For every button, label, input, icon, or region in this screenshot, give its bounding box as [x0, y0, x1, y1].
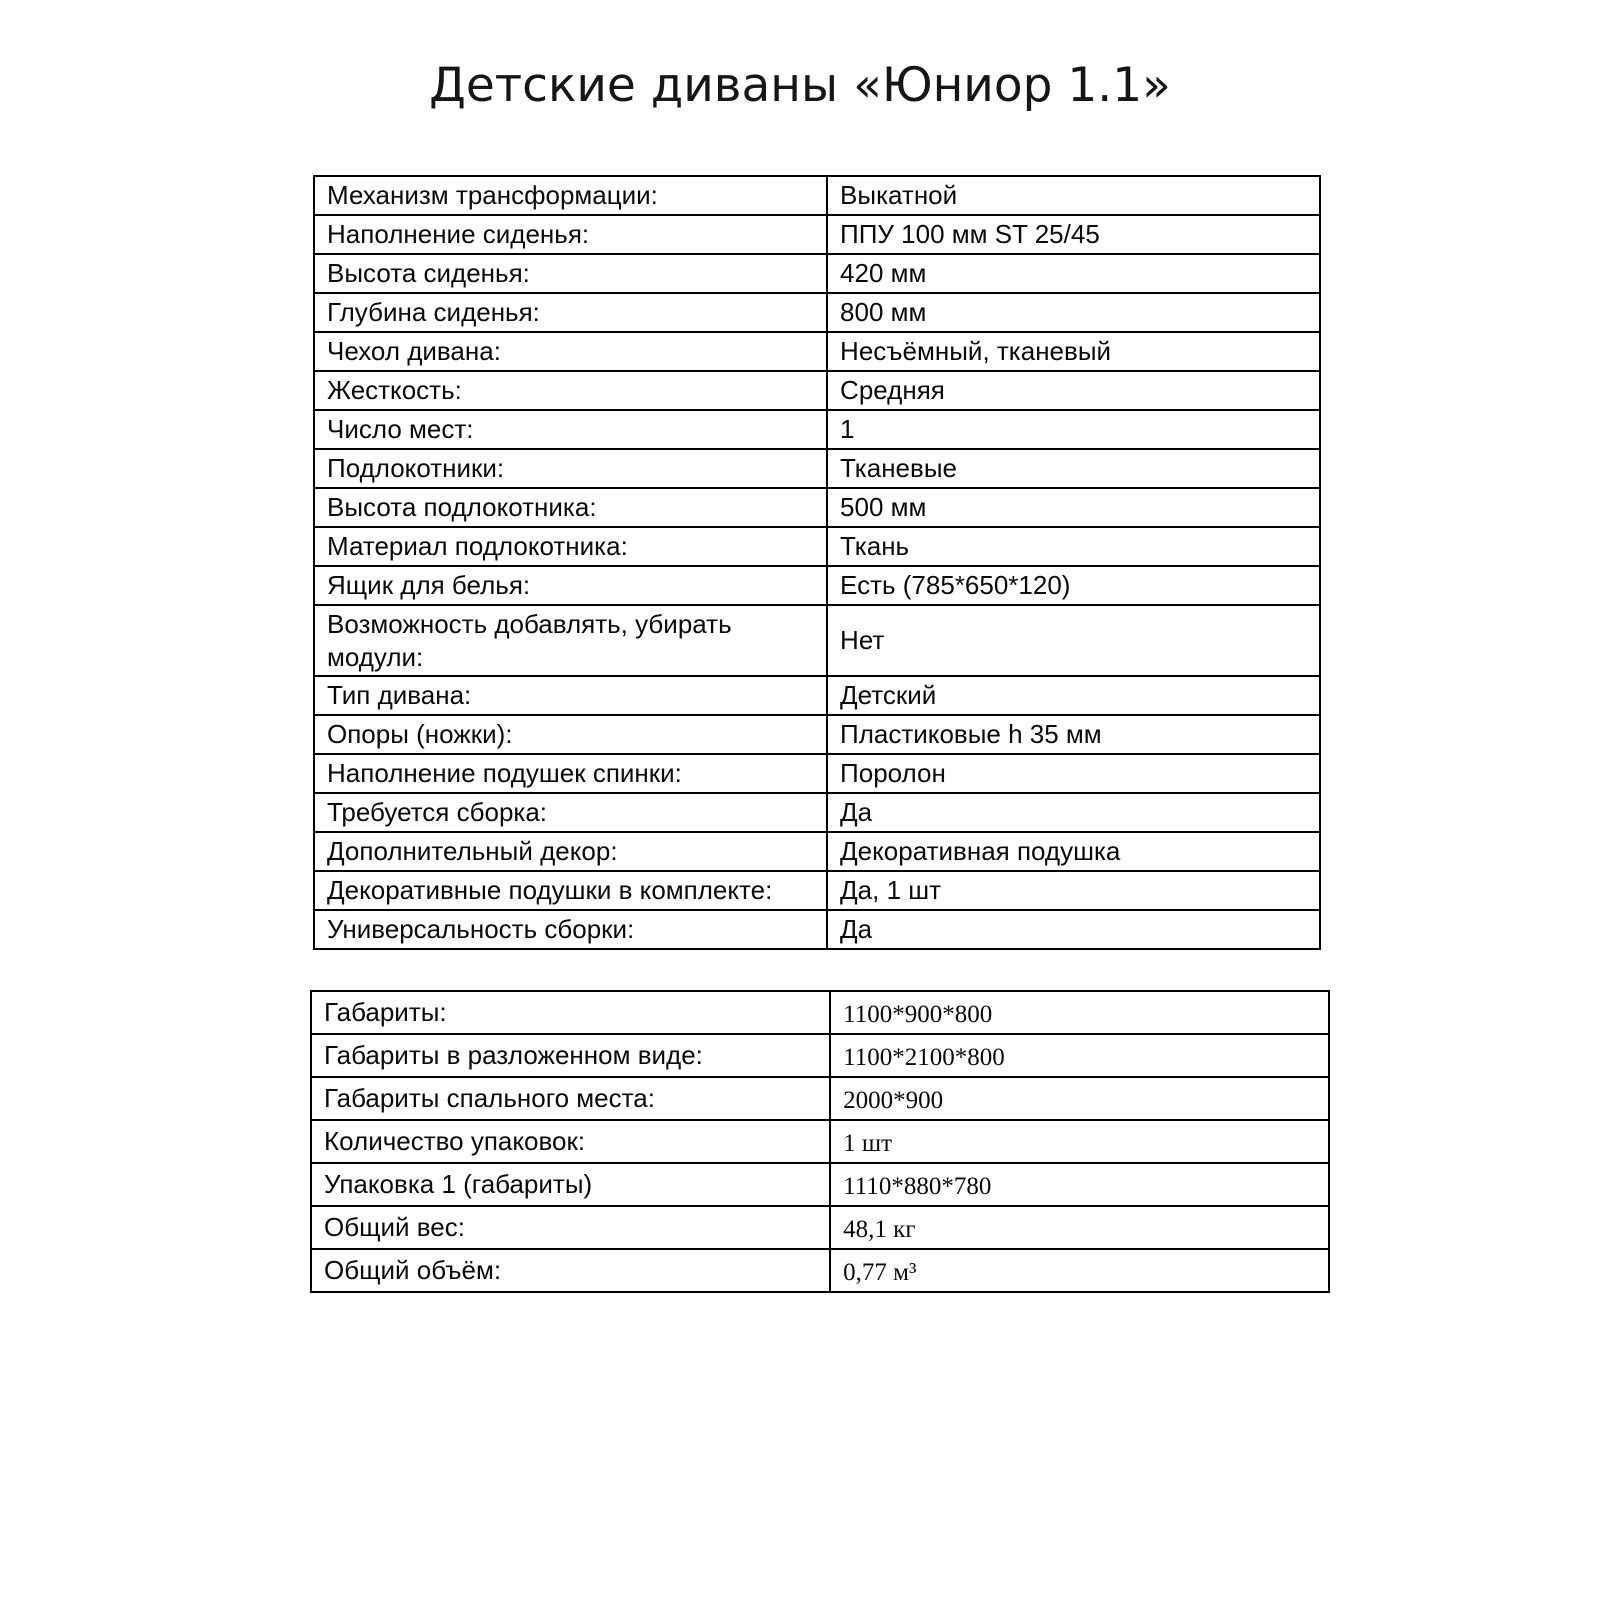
spec-value: 420 мм [827, 254, 1320, 293]
table-row [314, 676, 1320, 715]
spec-label: Габариты спального места: [311, 1077, 830, 1120]
table-row [314, 832, 1320, 871]
spec-label: Декоративные подушки в комплекте: [314, 871, 827, 910]
table-row [311, 1206, 1329, 1249]
spec-value: Выкатной [827, 176, 1320, 215]
spec-value: 2000*900 [830, 1077, 1329, 1120]
table-row [314, 293, 1320, 332]
spec-label: Глубина сиденья: [314, 293, 827, 332]
table-row [314, 332, 1320, 371]
spec-label: Опоры (ножки): [314, 715, 827, 754]
table-row [314, 527, 1320, 566]
spec-label: Количество упаковок: [311, 1120, 830, 1163]
spec-value: Ткань [827, 527, 1320, 566]
spec-label: Наполнение сиденья: [314, 215, 827, 254]
spec-value: 1 [827, 410, 1320, 449]
spec-label: Габариты: [311, 991, 830, 1034]
spec-label: Упаковка 1 (габариты) [311, 1163, 830, 1206]
table-row [314, 215, 1320, 254]
spec-value: Поролон [827, 754, 1320, 793]
spec-label: Универсальность сборки: [314, 910, 827, 949]
specs-table-body [314, 176, 1320, 949]
dimensions-table-body [311, 991, 1329, 1292]
spec-label: Высота сиденья: [314, 254, 827, 293]
spec-value: 1110*880*780 [830, 1163, 1329, 1206]
specs-table [313, 175, 1321, 950]
spec-value: 0,77 м³ [830, 1249, 1329, 1292]
table-row [314, 371, 1320, 410]
spec-value: Пластиковые h 35 мм [827, 715, 1320, 754]
spec-value: 500 мм [827, 488, 1320, 527]
spec-value: 48,1 кг [830, 1206, 1329, 1249]
table-row [314, 715, 1320, 754]
table-row [314, 793, 1320, 832]
spec-label: Подлокотники: [314, 449, 827, 488]
spec-value: 1100*900*800 [830, 991, 1329, 1034]
spec-label: Материал подлокотника: [314, 527, 827, 566]
spec-value: Да [827, 793, 1320, 832]
spec-value: Да, 1 шт [827, 871, 1320, 910]
spec-value: Есть (785*650*120) [827, 566, 1320, 605]
spec-label: Чехол дивана: [314, 332, 827, 371]
spec-value: ППУ 100 мм ST 25/45 [827, 215, 1320, 254]
spec-value: Нет [827, 605, 1320, 676]
spec-value: Средняя [827, 371, 1320, 410]
table-row [311, 1077, 1329, 1120]
spec-label: Механизм трансформации: [314, 176, 827, 215]
spec-value: 1 шт [830, 1120, 1329, 1163]
spec-label: Ящик для белья: [314, 566, 827, 605]
spec-label: Возможность добавлять, убирать модули: [314, 605, 827, 676]
table-row [311, 1163, 1329, 1206]
spec-label: Число мест: [314, 410, 827, 449]
spec-label: Габариты в разложенном виде: [311, 1034, 830, 1077]
table-row [314, 566, 1320, 605]
spec-value: Несъёмный, тканевый [827, 332, 1320, 371]
table-row [314, 176, 1320, 215]
table-row [314, 254, 1320, 293]
dimensions-table [310, 990, 1330, 1293]
table-row [314, 754, 1320, 793]
spec-value: 1100*2100*800 [830, 1034, 1329, 1077]
table-row [311, 1120, 1329, 1163]
table-row [314, 488, 1320, 527]
table-row [314, 871, 1320, 910]
spec-label: Требуется сборка: [314, 793, 827, 832]
page-title: Детские диваны «Юниор 1.1» [429, 58, 1171, 113]
spec-value: Детский [827, 676, 1320, 715]
table-row [311, 1249, 1329, 1292]
table-row [314, 910, 1320, 949]
spec-label: Высота подлокотника: [314, 488, 827, 527]
table-row [314, 410, 1320, 449]
spec-value: Да [827, 910, 1320, 949]
spec-label: Наполнение подушек спинки: [314, 754, 827, 793]
table-row [314, 449, 1320, 488]
spec-value: Декоративная подушка [827, 832, 1320, 871]
table-row [314, 605, 1320, 676]
spec-label: Тип дивана: [314, 676, 827, 715]
spec-label: Жесткость: [314, 371, 827, 410]
table-row [311, 991, 1329, 1034]
spec-value: 800 мм [827, 293, 1320, 332]
spec-label: Общий объём: [311, 1249, 830, 1292]
spec-label: Общий вес: [311, 1206, 830, 1249]
spec-value: Тканевые [827, 449, 1320, 488]
spec-label: Дополнительный декор: [314, 832, 827, 871]
table-row [311, 1034, 1329, 1077]
